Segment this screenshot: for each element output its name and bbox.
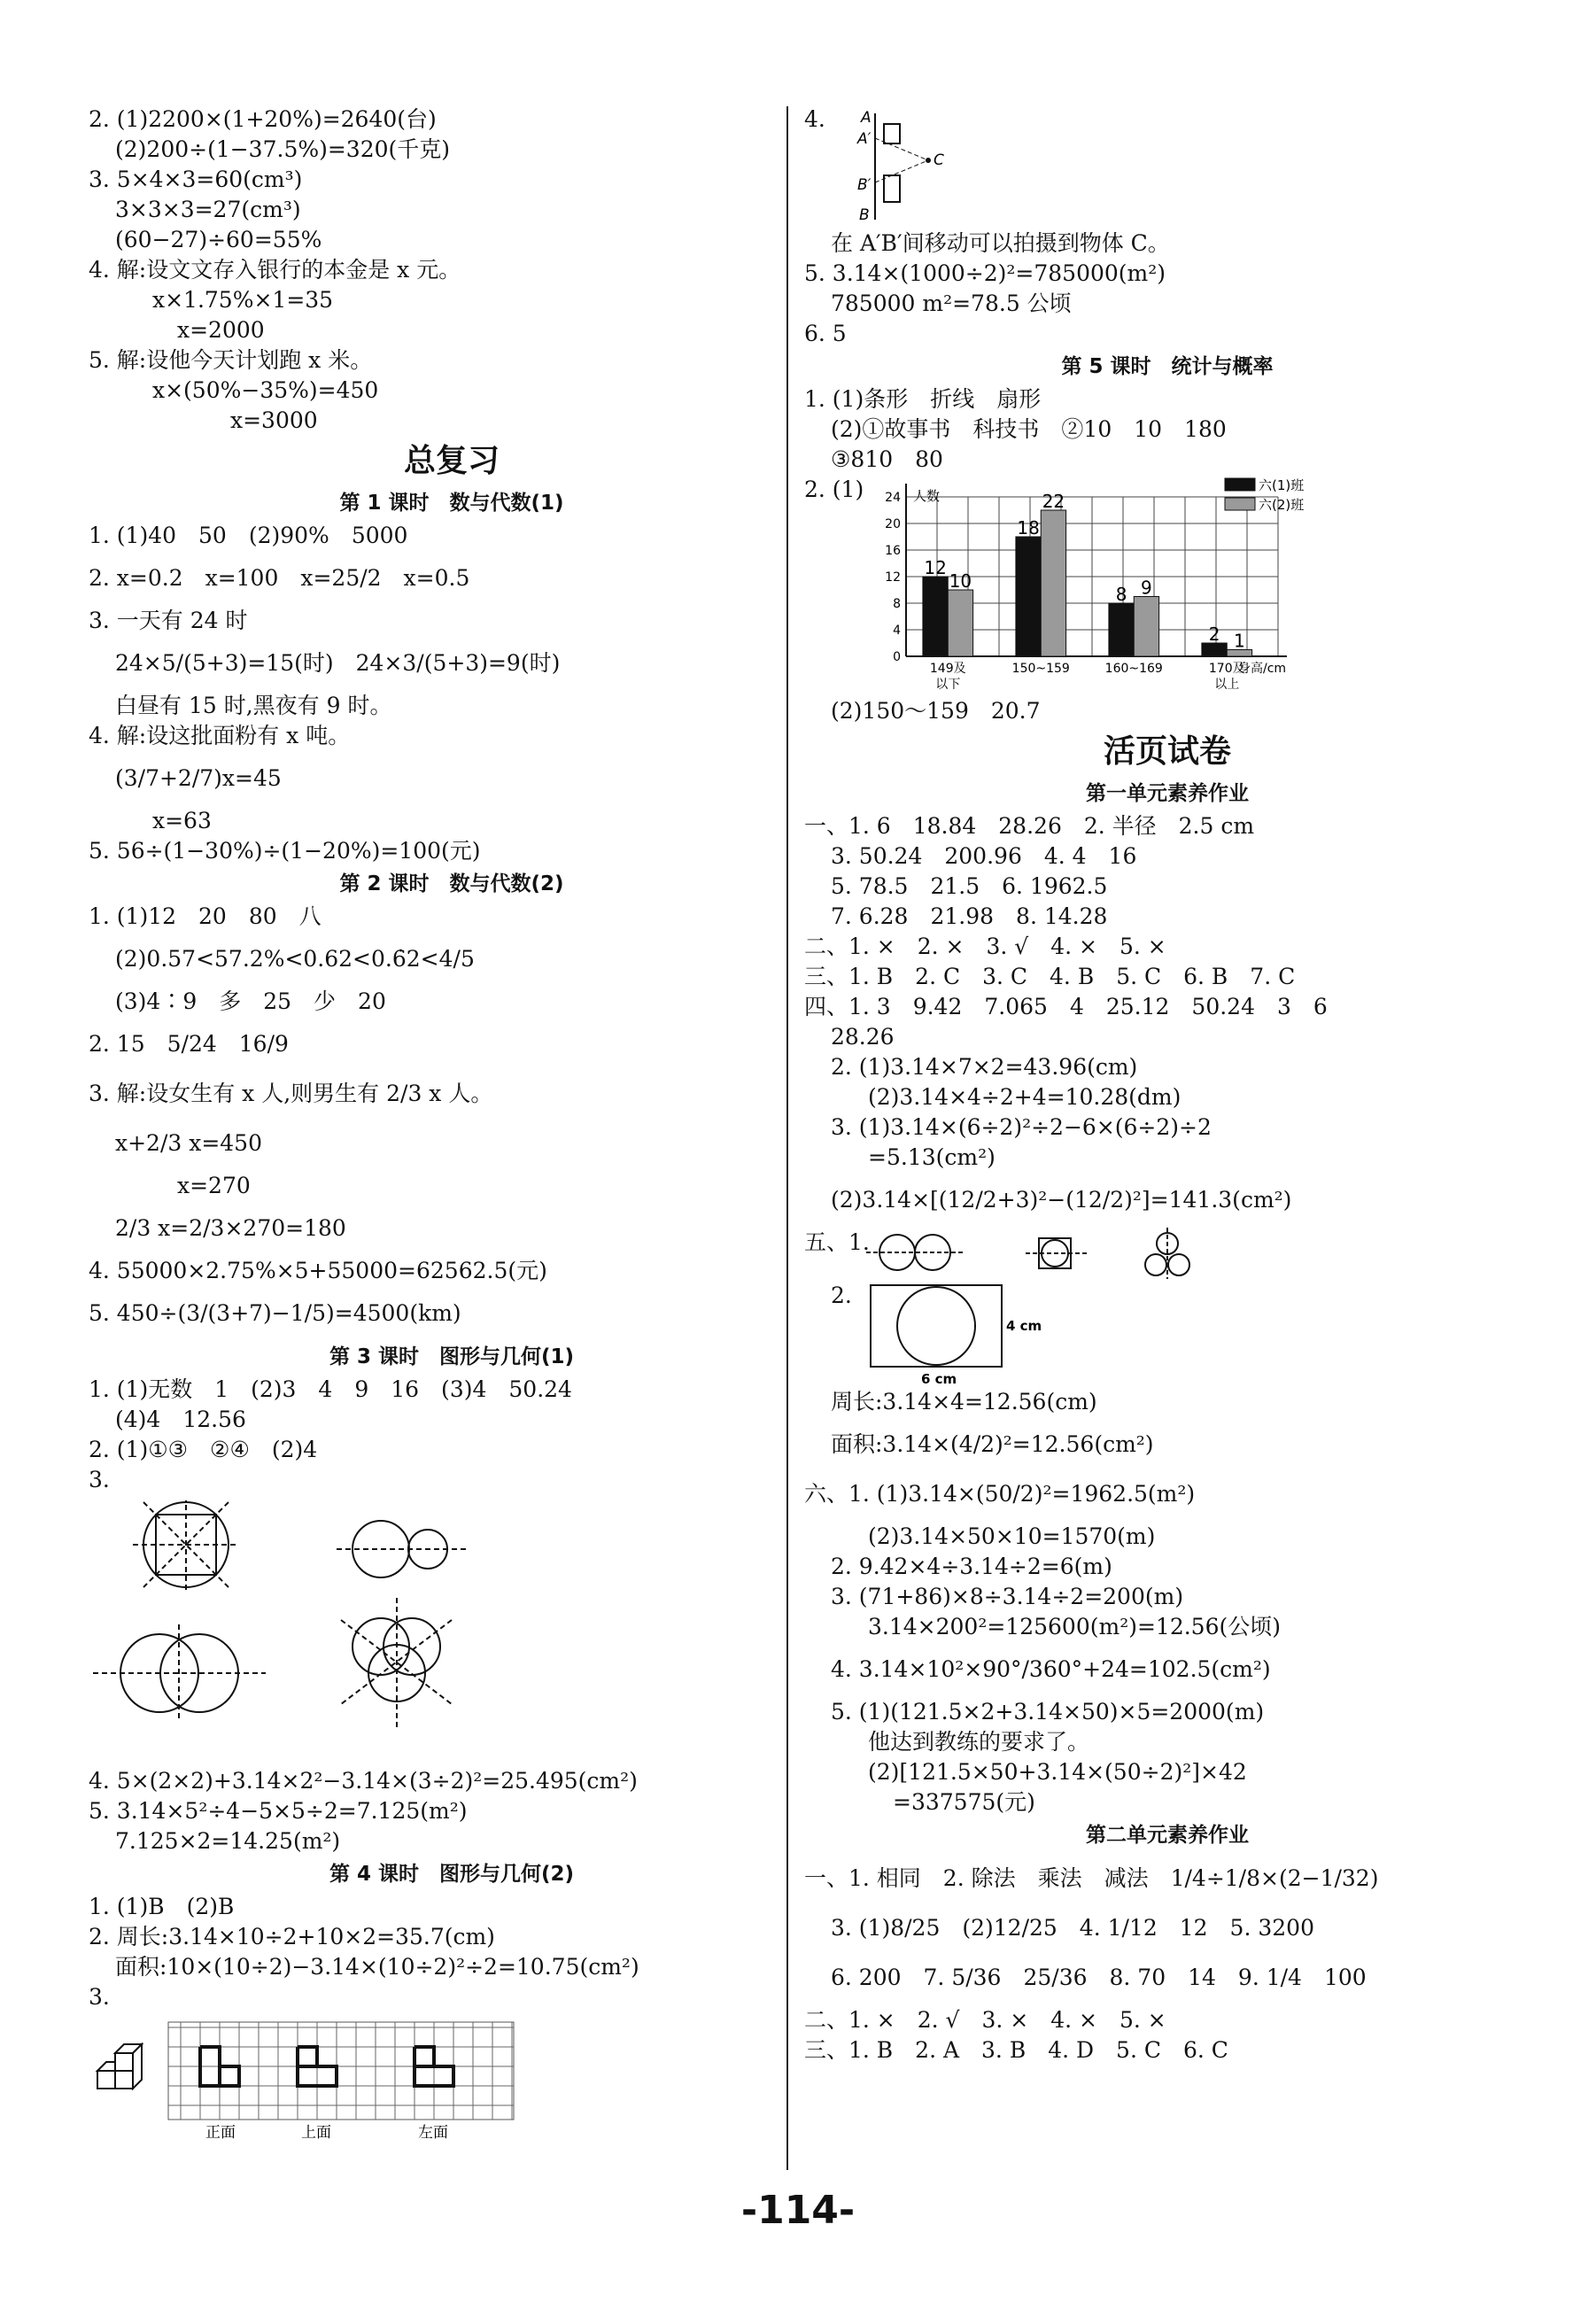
answer-line: 三、1. B 2. A 3. B 4. D 5. C 6. C bbox=[804, 2037, 1228, 2063]
answer-line: 3.14×200²=125600(m²)=12.56(公顷) bbox=[868, 1614, 1281, 1639]
answer-line: (2)0.57<57.2%<0.62<0.6̇2<4/5 bbox=[115, 946, 475, 972]
category-label: 170及 bbox=[1208, 662, 1245, 676]
y-tick-label: 8 bbox=[893, 597, 901, 611]
answer-line: 785000 m²=78.5 公顷 bbox=[831, 291, 1072, 316]
legend-swatch bbox=[1225, 498, 1255, 510]
answer-line: (2)3.14×4÷2+4=10.28(dm) bbox=[868, 1084, 1182, 1110]
answer-line: 周长:3.14×4=12.56(cm) bbox=[831, 1389, 1097, 1415]
symmetry-figures bbox=[89, 1500, 514, 1757]
answer-line: 1. (1)条形 折线 扇形 bbox=[804, 386, 1042, 412]
answer-line: x=3000 bbox=[230, 407, 318, 433]
label-a: A bbox=[861, 109, 872, 127]
category-label-suffix: 以下 bbox=[935, 678, 961, 692]
front-view-label: 正面 bbox=[205, 2124, 236, 2142]
answer-line: 2. 15 5/24 16/9 bbox=[89, 1031, 289, 1057]
unit-heading: 第一单元素养作业 bbox=[1086, 782, 1249, 805]
answer-line: 28.26 bbox=[831, 1024, 895, 1050]
y-tick-label: 4 bbox=[893, 624, 901, 638]
answer-line: 1. (1)40 50 (2)90% 5000 bbox=[89, 523, 408, 548]
answer-line: 2. (1)2200×(1+20%)=2640(台) bbox=[89, 106, 437, 132]
answer-line: 5. 56÷(1−30%)÷(1−20%)=100(元) bbox=[89, 838, 481, 864]
answer-line: 面积:3.14×(4/2)²=12.56(cm²) bbox=[831, 1431, 1154, 1457]
answer-line: 2. x=0.2 x=100 x=25/2 x=0.5 bbox=[89, 565, 470, 591]
answer-line: x=270 bbox=[177, 1173, 251, 1198]
data-label: 22 bbox=[1042, 491, 1065, 512]
answer-line: 面积:10×(10÷2)−3.14×(10÷2)²÷2=10.75(cm²) bbox=[115, 1954, 639, 1980]
bar-chart-block bbox=[804, 475, 1530, 696]
answer-line: 3. 解:设女生有 x 人,则男生有 2/3 x 人。 bbox=[89, 1081, 493, 1106]
answer-line: 二、1. × 2. × 3. √ 4. × 5. × bbox=[804, 934, 1166, 959]
height-bar-chart bbox=[857, 475, 1353, 696]
answer-line: 一、1. 6 18.84 28.26 2. 半径 2.5 cm bbox=[804, 813, 1255, 839]
answer-line: 五、1. bbox=[804, 1229, 870, 1255]
answer-line: 5. 450÷(3/(3+7)−1/5)=4500(km) bbox=[89, 1300, 461, 1326]
circle-draw-block bbox=[804, 1228, 1530, 1281]
answer-line: 1. (1)无数 1 (2)3 4 9 16 (3)4 50.24 bbox=[89, 1376, 572, 1402]
three-views-figure bbox=[89, 2018, 531, 2142]
legend-label: 六(2)班 bbox=[1259, 497, 1305, 513]
answer-line: 2. (1)3.14×7×2=43.96(cm) bbox=[831, 1054, 1138, 1080]
flower-circles-figure bbox=[341, 1598, 452, 1731]
answer-line: 1. (1)B (2)B bbox=[89, 1894, 235, 1919]
answer-line: (4)4 12.56 bbox=[115, 1407, 246, 1432]
page-number: -114- bbox=[740, 2188, 856, 2233]
answer-line: (3)4∶9 多 25 少 20 bbox=[115, 988, 386, 1014]
answer-line: 6. 200 7. 5/36 25/36 8. 70 14 9. 1/4 100 bbox=[831, 1965, 1367, 1990]
sight-line-bottom bbox=[875, 160, 928, 182]
answer-line: 7.125×2=14.25(m²) bbox=[115, 1828, 341, 1854]
data-label: 9 bbox=[1141, 577, 1152, 599]
y-axis-label: 人数 bbox=[913, 488, 941, 504]
answer-line: 3. (71+86)×8÷3.14÷2=200(m) bbox=[831, 1584, 1184, 1609]
answer-line: =5.13(cm²) bbox=[868, 1144, 996, 1170]
category-label: 160~169 bbox=[1104, 662, 1163, 676]
data-label: 8 bbox=[1115, 584, 1127, 605]
answer-line: (2)200÷(1−37.5%)=320(千克) bbox=[115, 136, 451, 162]
y-tick-label: 20 bbox=[885, 517, 901, 531]
bar bbox=[1134, 597, 1158, 657]
answer-line: 5. 78.5 21.5 6. 1962.5 bbox=[831, 873, 1108, 899]
answer-line: 三、1. B 2. C 3. C 4. B 5. C 6. B 7. C bbox=[804, 964, 1296, 989]
answer-line: 3×3×3=27(cm³) bbox=[115, 197, 301, 222]
data-label: 2 bbox=[1208, 624, 1220, 645]
bar bbox=[923, 577, 948, 656]
answer-line: 他达到教练的要求了。 bbox=[868, 1729, 1090, 1755]
category-label: 149及 bbox=[929, 662, 966, 676]
answer-line: 4. 解:设文文存入银行的本金是 x 元。 bbox=[89, 257, 461, 283]
answer-line: 4. 55000×2.75%×5+55000=62562.5(元) bbox=[89, 1258, 547, 1283]
answer-line: x=2000 bbox=[177, 317, 265, 343]
left-view-label: 左面 bbox=[418, 2124, 448, 2142]
left-column bbox=[89, 105, 815, 2151]
y-tick-label: 0 bbox=[893, 650, 901, 664]
data-label: 10 bbox=[949, 570, 972, 592]
answer-line: 5. 3.14×5²÷4−5×5÷2=7.125(m²) bbox=[89, 1798, 468, 1824]
lesson-heading: 第 3 课时 图形与几何(1) bbox=[329, 1345, 575, 1368]
answer-line: 四、1. 3 9.42 7.065 4 25.12 50.24 3 6 bbox=[804, 994, 1328, 1019]
answer-line: x×1.75%×1=35 bbox=[152, 287, 334, 313]
answer-line: 1. (1)12 20 80 八 bbox=[89, 903, 322, 929]
bar bbox=[1041, 510, 1065, 656]
object-point bbox=[926, 158, 931, 163]
top-view-label: 上面 bbox=[301, 2124, 331, 2142]
x-axis-label: 身高/cm bbox=[1238, 662, 1287, 676]
window-bottom bbox=[884, 175, 900, 202]
answer-line: 6. 5 bbox=[804, 321, 847, 346]
answer-line: 4. bbox=[804, 106, 825, 132]
answer-line: (2)3.14×50×10=1570(m) bbox=[868, 1523, 1156, 1549]
draw-circles-figures bbox=[866, 1228, 1238, 1281]
answer-line: (2)3.14×[(12/2+3)²−(12/2)²]=141.3(cm²) bbox=[831, 1187, 1292, 1213]
cube-stack-icon bbox=[97, 2044, 142, 2089]
two-circles-figure bbox=[337, 1521, 469, 1577]
answer-line: 3. 5×4×3=60(cm³) bbox=[89, 167, 303, 192]
answer-line: 4. 3.14×10²×90°/360°+24=102.5(cm²) bbox=[831, 1656, 1271, 1682]
answer-line: 3. (1)8/25 (2)12/25 4. 1/12 12 5. 3200 bbox=[831, 1915, 1314, 1941]
camera-figure-block bbox=[804, 105, 1530, 229]
category-label: 150~159 bbox=[1011, 662, 1070, 676]
answer-line: 二、1. × 2. √ 3. × 4. × 5. × bbox=[804, 2007, 1166, 2033]
answer-line: 白昼有 15 时,黑夜有 9 时。 bbox=[115, 693, 392, 718]
answer-line: 3. 50.24 200.96 4. 4 16 bbox=[831, 843, 1137, 869]
rect-circle-block bbox=[804, 1281, 1530, 1387]
answer-line: 在 A′B′间移动可以拍摄到物体 C。 bbox=[831, 230, 1170, 256]
answer-line: 4. 5×(2×2)+3.14×2²−3.14×(3÷2)²=25.495(cm²) bbox=[89, 1768, 638, 1794]
section-heading-review: 总复习 bbox=[403, 443, 500, 479]
window-top bbox=[884, 124, 900, 143]
y-tick-label: 16 bbox=[885, 544, 901, 558]
data-label: 18 bbox=[1017, 517, 1040, 539]
answer-line: ③810 80 bbox=[831, 446, 943, 472]
answer-line: (2)[121.5×50+3.14×(50÷2)²]×42 bbox=[868, 1759, 1247, 1785]
bar bbox=[1016, 537, 1041, 656]
answer-line: 7. 6.28 21.98 8. 14.28 bbox=[831, 903, 1108, 929]
answer-line: (2)150～159 20.7 bbox=[831, 698, 1041, 724]
answer-line: 4. 解:设这批面粉有 x 吨。 bbox=[89, 723, 351, 748]
answer-line: 3. bbox=[89, 1467, 110, 1492]
answer-line: 3. bbox=[89, 1984, 110, 2010]
lesson-heading: 第 1 课时 数与代数(1) bbox=[339, 492, 564, 515]
two-circle-drawing bbox=[866, 1235, 964, 1270]
answer-line: x+2/3 x=450 bbox=[115, 1130, 262, 1156]
answer-line: 六、1. (1)3.14×(50/2)²=1962.5(m²) bbox=[804, 1481, 1196, 1507]
section-heading-exam: 活页试卷 bbox=[1103, 733, 1231, 770]
right-column bbox=[804, 105, 1530, 2066]
inscribed-circle bbox=[897, 1287, 975, 1365]
label-b-prime: B′ bbox=[857, 176, 872, 194]
y-tick-label: 12 bbox=[885, 570, 901, 585]
answer-line: 2. (1) bbox=[804, 477, 864, 502]
lesson-heading: 第 5 课时 统计与概率 bbox=[1061, 355, 1274, 378]
answer-line: 5. 3.14×(1000÷2)²=785000(m²) bbox=[804, 260, 1166, 286]
camera-diagram bbox=[848, 105, 955, 229]
answer-line: 2. 9.42×4÷3.14÷2=6(m) bbox=[831, 1554, 1112, 1579]
data-label: 12 bbox=[924, 557, 947, 578]
answer-line: (3/7+2/7)x=45 bbox=[115, 765, 282, 791]
answer-line: (60−27)÷60=55% bbox=[115, 227, 322, 252]
answer-line: (2)①故事书 科技书 ②10 10 180 bbox=[831, 416, 1227, 442]
answer-line: 24×5/(5+3)=15(时) 24×3/(5+3)=9(时) bbox=[115, 650, 561, 676]
legend-label: 六(1)班 bbox=[1259, 477, 1305, 493]
rect-circle-figure bbox=[866, 1281, 1061, 1387]
circle-square-figure bbox=[133, 1500, 239, 1593]
three-circles-figure bbox=[93, 1624, 266, 1722]
bar bbox=[1109, 603, 1134, 656]
answer-line: 3. 一天有 24 时 bbox=[89, 608, 248, 633]
bar bbox=[948, 590, 972, 656]
answer-line: x=63 bbox=[152, 808, 212, 833]
category-label-suffix: 以上 bbox=[1214, 678, 1240, 692]
lesson-heading: 第 4 课时 图形与几何(2) bbox=[329, 1863, 575, 1886]
legend-swatch bbox=[1225, 478, 1255, 491]
triple-small-circle-drawing bbox=[1145, 1228, 1189, 1279]
answer-line: x×(50%−35%)=450 bbox=[152, 377, 379, 403]
answer-line: 3. (1)3.14×(6÷2)²÷2−6×(6÷2)÷2 bbox=[831, 1114, 1212, 1140]
answer-line: 2. (1)①③ ②④ (2)4 bbox=[89, 1437, 318, 1462]
answer-line: 2/3 x=2/3×270=180 bbox=[115, 1215, 346, 1241]
label-a-prime: A′ bbox=[857, 130, 872, 148]
bar bbox=[1202, 643, 1227, 656]
answer-line: 5. 解:设他今天计划跑 x 米。 bbox=[89, 347, 373, 373]
answer-line: 一、1. 相同 2. 除法 乘法 减法 1/4÷1/8×(2−1/32) bbox=[804, 1865, 1379, 1891]
label-b: B bbox=[859, 206, 870, 224]
answer-line: 5. (1)(121.5×2+3.14×50)×5=2000(m) bbox=[831, 1699, 1265, 1725]
y-tick-label: 24 bbox=[885, 491, 901, 505]
rectangle-6x4 bbox=[871, 1285, 1002, 1367]
answer-line: =337575(元) bbox=[893, 1789, 1035, 1815]
dim-6cm-label: 6 cm bbox=[921, 1371, 957, 1387]
unit-heading: 第二单元素养作业 bbox=[1086, 1824, 1249, 1847]
square-circle-drawing bbox=[1026, 1238, 1088, 1268]
sight-line-top bbox=[875, 138, 928, 160]
answer-line: 2. 周长:3.14×10÷2+10×2=35.7(cm) bbox=[89, 1924, 495, 1949]
lesson-heading: 第 2 课时 数与代数(2) bbox=[339, 872, 564, 895]
data-label: 1 bbox=[1234, 630, 1245, 652]
label-c: C bbox=[934, 151, 944, 169]
answer-line: 2. bbox=[831, 1283, 852, 1308]
dim-4cm-label: 4 cm bbox=[1006, 1318, 1042, 1334]
